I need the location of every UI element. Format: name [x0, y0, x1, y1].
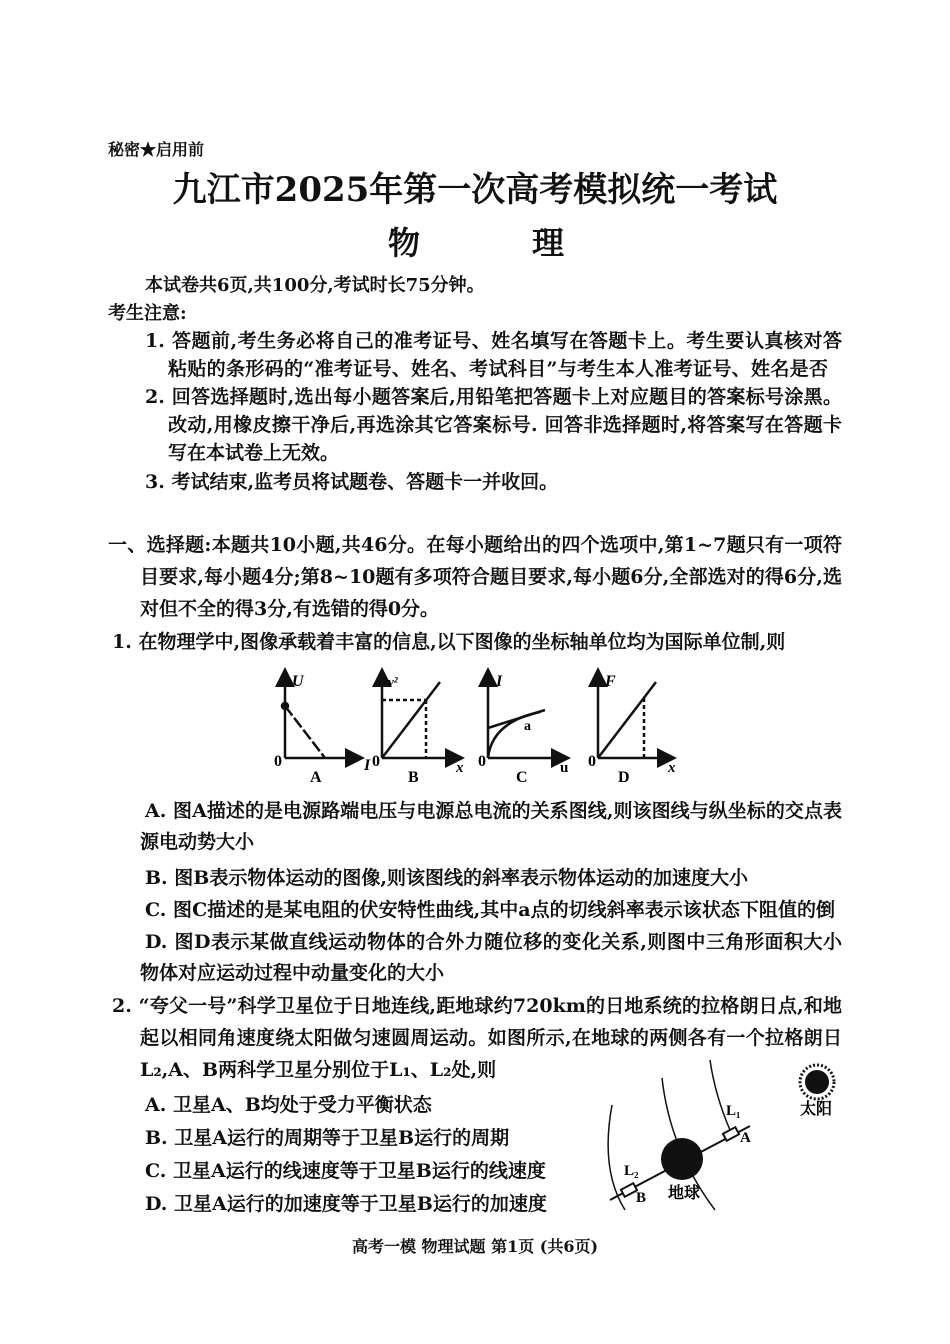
sun-label: 太阳 [800, 1101, 833, 1118]
sun-icon [800, 1065, 834, 1099]
q2-figure [600, 1060, 850, 1220]
graph-b-x-label: x [456, 760, 464, 776]
earth-label: 地球 [668, 1185, 701, 1202]
graph-a-caption: A [310, 769, 322, 786]
graph-b-origin: 0 [372, 753, 380, 770]
graph-d-y-label: F [605, 673, 616, 690]
graph-b-y-label: v² [388, 674, 398, 689]
section-instructions: 目要求,每小题4分;第8~10题有多项符合题目要求,每小题6分,全部选对的得6分,选 [140, 566, 842, 588]
q2-option-b: B. 卫星A运行的周期等于卫星B运行的周期 [145, 1127, 510, 1149]
q1-stem: 1. 在物理学中,图像承载着丰富的信息,以下图像的坐标轴单位均为国际单位制,则 [112, 631, 786, 653]
subject-char-2: 理 [532, 224, 565, 262]
earth-icon [661, 1138, 703, 1180]
satellite-a-label: A [740, 1130, 751, 1146]
notice-line: 改动,用橡皮擦干净后,再选涂其它答案标号. 回答非选择题时,将答案写在答题卡 [168, 414, 842, 436]
satellite-a-icon [723, 1127, 739, 1141]
q2-option-a: A. 卫星A、B均处于受力平衡状态 [145, 1094, 432, 1116]
exam-title: 九江市2025年第一次高考模拟统一考试 [172, 170, 778, 210]
confidential-label: 秘密★启用前 [108, 140, 205, 159]
notice-line: 2. 回答选择题时,选出每小题答案后,用铅笔把答题卡上对应题目的答案标号涂黑。 [145, 386, 842, 408]
q2-option-d: D. 卫星A运行的加速度等于卫星B运行的加速度 [145, 1193, 547, 1215]
q1-option-a: A. 图A描述的是电源路端电压与电源总电流的关系图线,则该图线与纵坐标的交点表 [145, 800, 842, 822]
graph-a-origin: 0 [274, 753, 282, 770]
graph-b-caption: B [408, 769, 419, 786]
subject-char-1: 物 [388, 224, 421, 262]
graph-c-origin: 0 [478, 753, 486, 770]
graph-a-x-label: I [364, 757, 371, 774]
graph-d-x-label: x [668, 760, 676, 776]
notice-line: 1. 答题前,考生务必将自己的准考证号、姓名填写在答题卡上。考生要认真核对答 [145, 330, 842, 352]
q1-option-b: B. 图B表示物体运动的图像,则该图线的斜率表示物体运动的加速度大小 [145, 867, 748, 889]
q2-option-c: C. 卫星A运行的线速度等于卫星B运行的线速度 [145, 1160, 546, 1182]
graph-c-point-label: a [524, 719, 531, 734]
satellite-b-icon [621, 1183, 637, 1197]
graph-c-x-label: u [560, 760, 569, 776]
q1-graphs [260, 662, 700, 790]
l2-label: L₂ [624, 1163, 639, 1179]
exam-info: 本试卷共6页,共100分,考试时长75分钟。 [145, 275, 485, 296]
section-instructions: 一、选择题:本题共10小题,共46分。在每小题给出的四个选项中,第1~7题只有一项符 [108, 534, 842, 556]
q1-option-a-cont: 源电动势大小 [140, 831, 255, 853]
satellite-b-label: B [636, 1190, 647, 1206]
q2-stem: 2. “夸父一号”科学卫星位于日地连线,距地球约720km的日地系统的拉格朗日点,和地 [112, 995, 842, 1017]
notice-line: 粘贴的条形码的“准考证号、姓名、考试科目”与考生本人准考证号、姓名是否 [168, 358, 828, 380]
q2-stem: L₂,A、B两科学卫星分别位于L₁、L₂处,则 [140, 1059, 497, 1081]
q1-option-d: D. 图D表示某做直线运动物体的合外力随位移的变化关系,则图中三角形面积大小 [145, 931, 842, 953]
q2-stem: 起以相同角速度绕太阳做匀速圆周运动。如图所示,在地球的两侧各有一个拉格朗日 [140, 1027, 842, 1049]
notice-heading: 考生注意: [108, 303, 187, 324]
notice-line: 3. 考试结束,监考员将试题卷、答题卡一并收回。 [145, 471, 559, 493]
graph-a-y-label: U [292, 673, 304, 690]
q1-option-c: C. 图C描述的是某电阻的伏安特性曲线,其中a点的切线斜率表示该状态下阻值的倒 [145, 899, 835, 921]
graph-c-y-label: I [496, 673, 503, 690]
graph-d-origin: 0 [588, 753, 596, 770]
notice-line: 写在本试卷上无效。 [168, 442, 340, 464]
page-footer: 高考一模 物理试题 第1页 (共6页) [351, 1237, 599, 1256]
q1-option-d-cont: 物体对应运动过程中动量变化的大小 [140, 962, 445, 984]
graph-d-caption: D [618, 769, 630, 786]
graph-c-caption: C [516, 769, 528, 786]
l1-label: L₁ [726, 1103, 741, 1119]
section-instructions: 对但不全的得3分,有选错的得0分。 [140, 598, 440, 620]
